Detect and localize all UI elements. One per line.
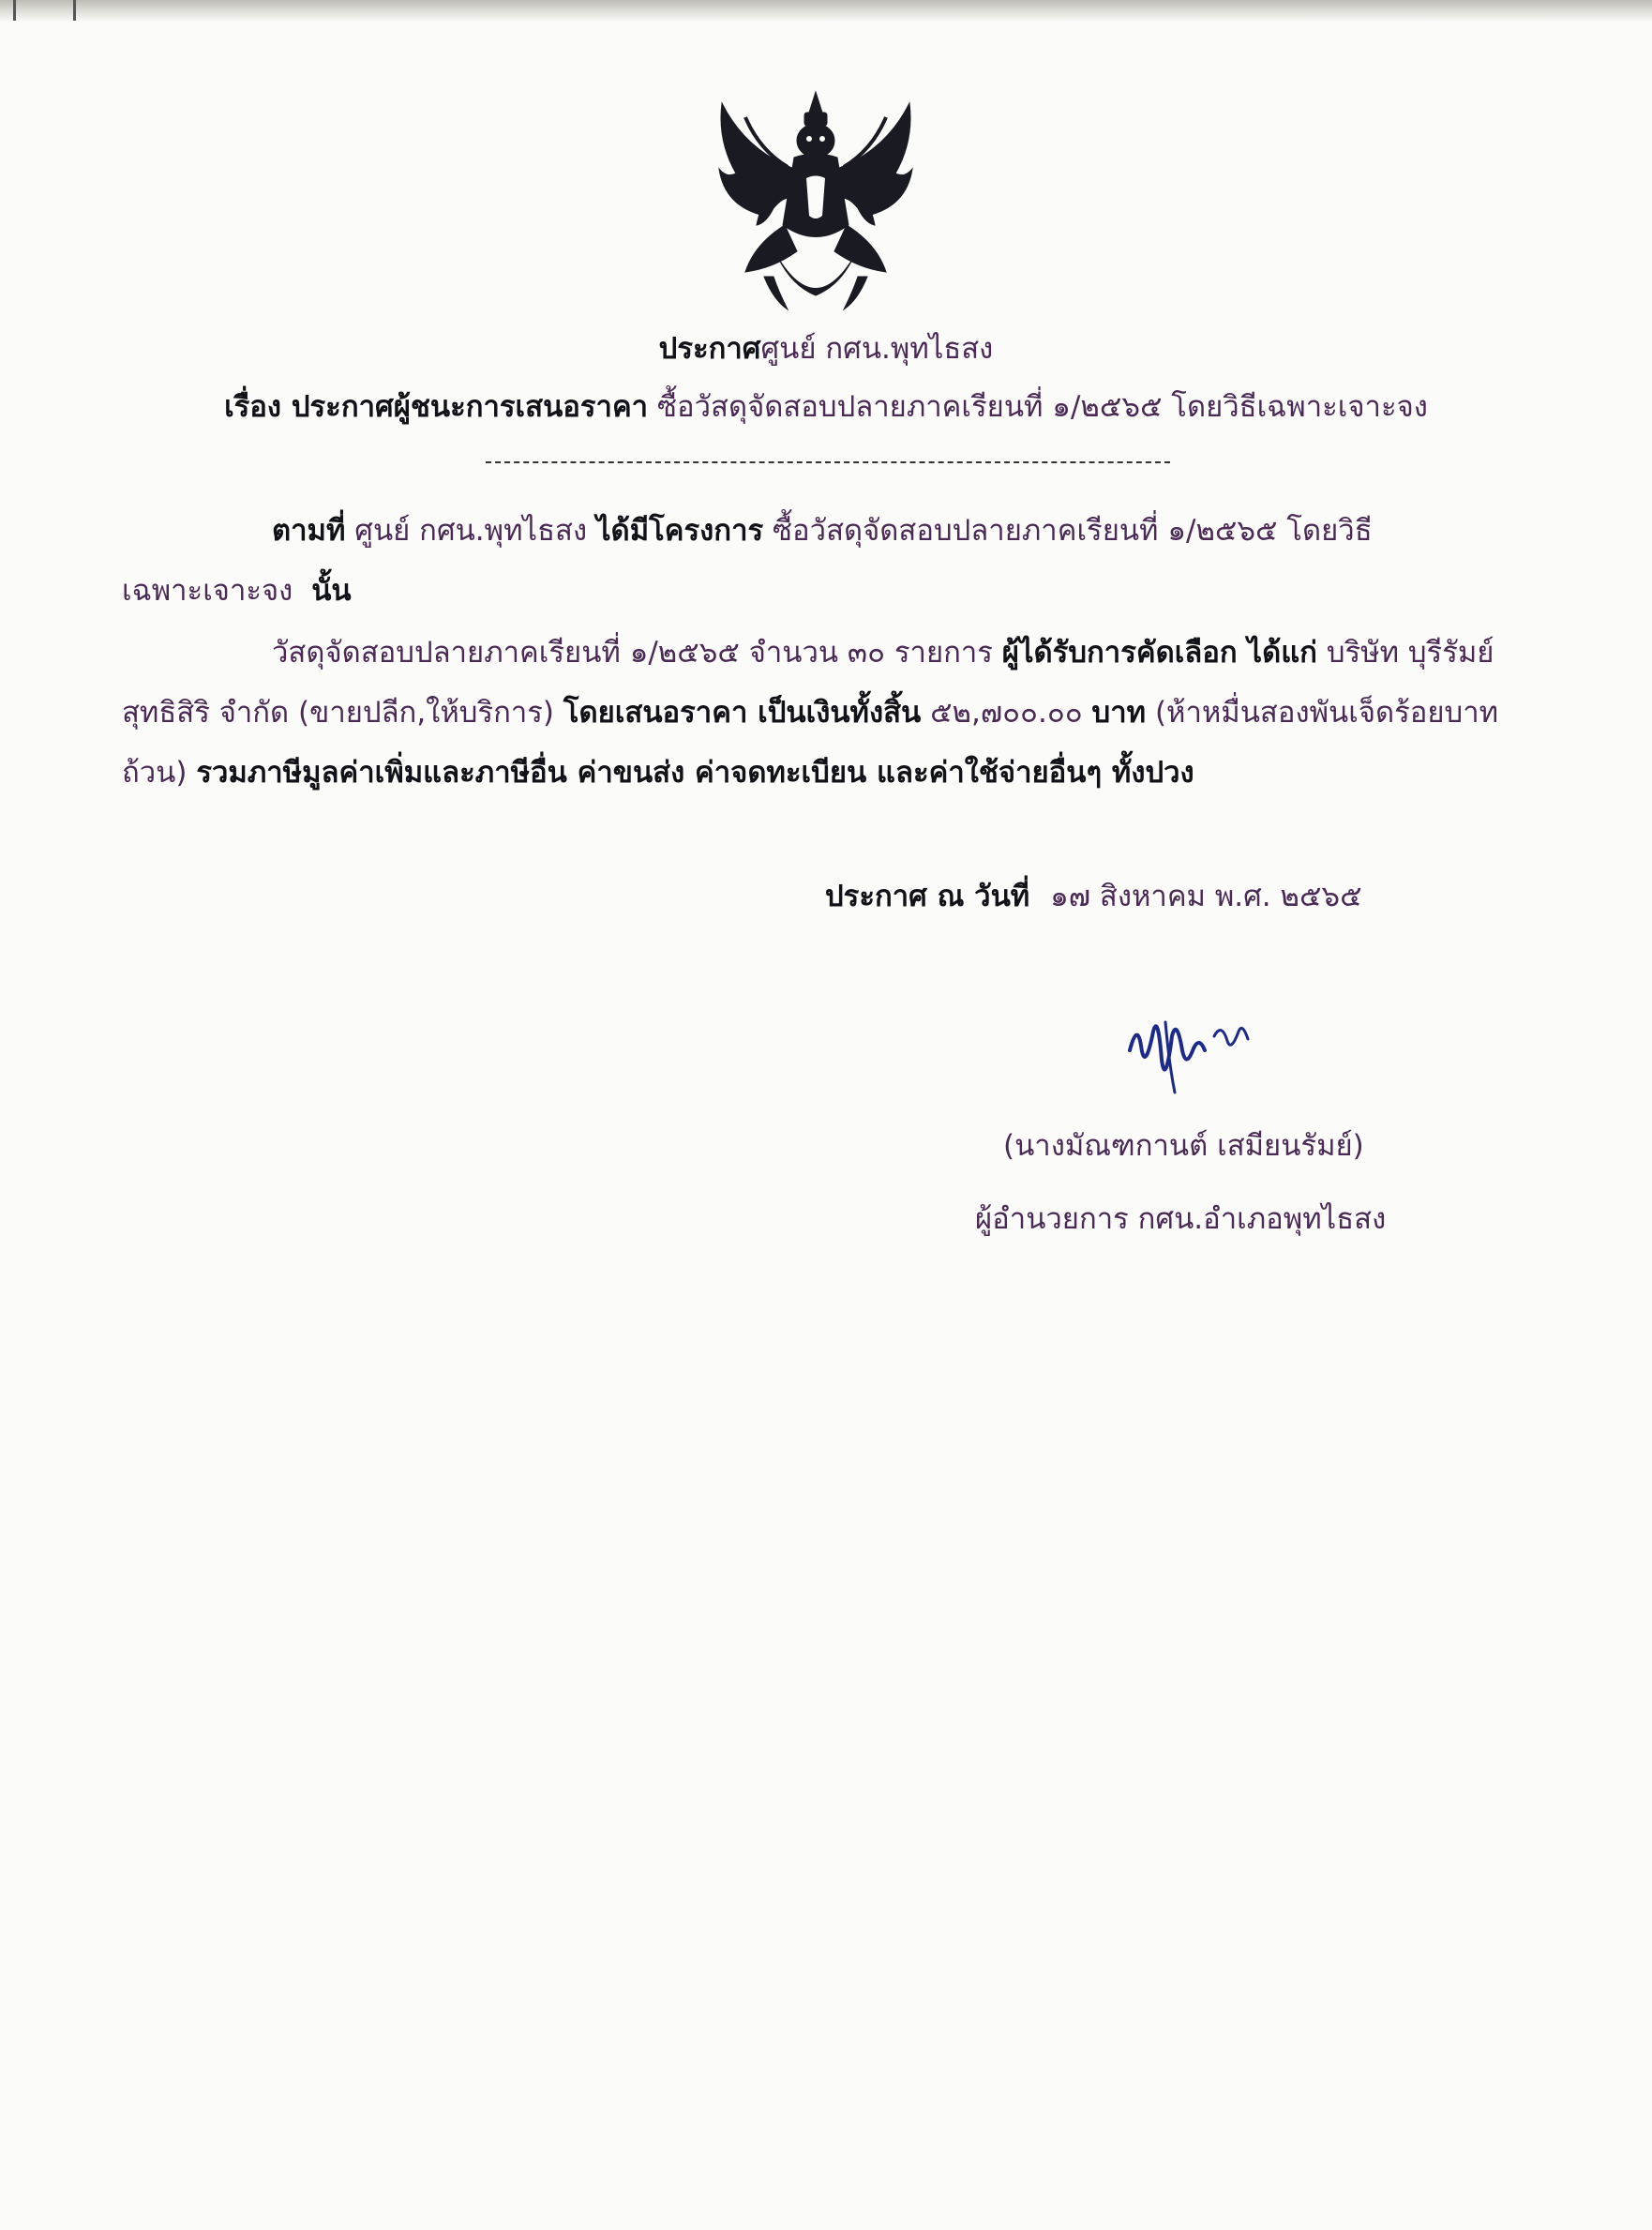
date-label: ประกาศ ณ วันที่ [825,880,1030,913]
date-value: ๑๗ สิงหาคม พ.ศ. ๒๕๖๕ [1050,880,1362,913]
text-segment: โดยเสนอราคา เป็นเงินทั้งสิ้น [563,696,922,730]
scan-edge [0,0,1652,23]
paragraph-2-line-1 [272,632,1494,673]
text-segment: ซื้อวัสดุจัดสอบปลายภาคเรียนที่ ๑/๒๕๖๕ โดยวิธี [773,514,1373,548]
subject-text: ซื้อวัสดุจัดสอบปลายภาคเรียนที่ ๑/๒๕๖๕ โดยวิธีเฉพาะเจาะจง [656,390,1428,424]
text-segment: นั้น [311,574,352,608]
text-segment: วัสดุจัดสอบปลายภาคเรียนที่ ๑/๒๕๖๕ จำนวน ๓๐ รายการ [272,636,993,670]
paragraph-1-line-2 [122,570,352,611]
text-segment: ได้มีโครงการ [595,514,764,548]
text-segment: สุทธิสิริ จำกัด (ขายปลีก,ให้บริการ) [122,696,555,730]
announcement-title-bold: ประกาศ [658,332,761,366]
announcement-subject [0,386,1652,428]
handwritten-signature [1120,994,1270,1107]
signatory-position: ผู้อำนวยการ กศน.อำเภอพุทไธสง [975,1202,1387,1236]
price-value: ๕๒,๗๐๐.๐๐ [930,696,1083,730]
paragraph-2-line-3 [122,752,1194,793]
announcement-title-org: ศูนย์ กศน.พุทไธสง [760,332,994,366]
text-segment: ผู้ได้รับการคัดเลือก ได้แก่ [1001,636,1317,670]
text-segment: เฉพาะเจาะจง [122,574,293,608]
paragraph-1-line-1 [272,510,1373,551]
text-segment: (ห้าหมื่นสองพันเจ็ดร้อยบาท [1154,696,1499,730]
announcement-title [0,328,1652,369]
text-segment: ศูนย์ กศน.พุทไธสง [354,514,588,548]
text-segment: ตามที่ [272,514,346,548]
scan-edge-mark [73,0,76,21]
dashed-divider [486,461,1170,463]
announcement-date [825,876,1362,917]
text-segment: ถ้วน) [122,756,188,790]
paragraph-2-line-2 [122,692,1498,733]
signatory-name: (นางมัณฑกานต์ เสมียนรัมย์) [1003,1129,1364,1163]
subject-label: เรื่อง ประกาศผู้ชนะการเสนอราคา [224,390,649,424]
garuda-emblem-icon [708,84,924,328]
text-segment: บาท [1091,696,1147,730]
text-segment: บริษัท บุรีรัมย์ [1326,636,1494,670]
text-segment: รวมภาษีมูลค่าเพิ่มและภาษีอื่น ค่าขนส่ง ค่าจดทะเบียน และค่าใช้จ่ายอื่นๆ ทั้งปวง [196,756,1194,790]
scan-edge-mark [13,0,16,21]
